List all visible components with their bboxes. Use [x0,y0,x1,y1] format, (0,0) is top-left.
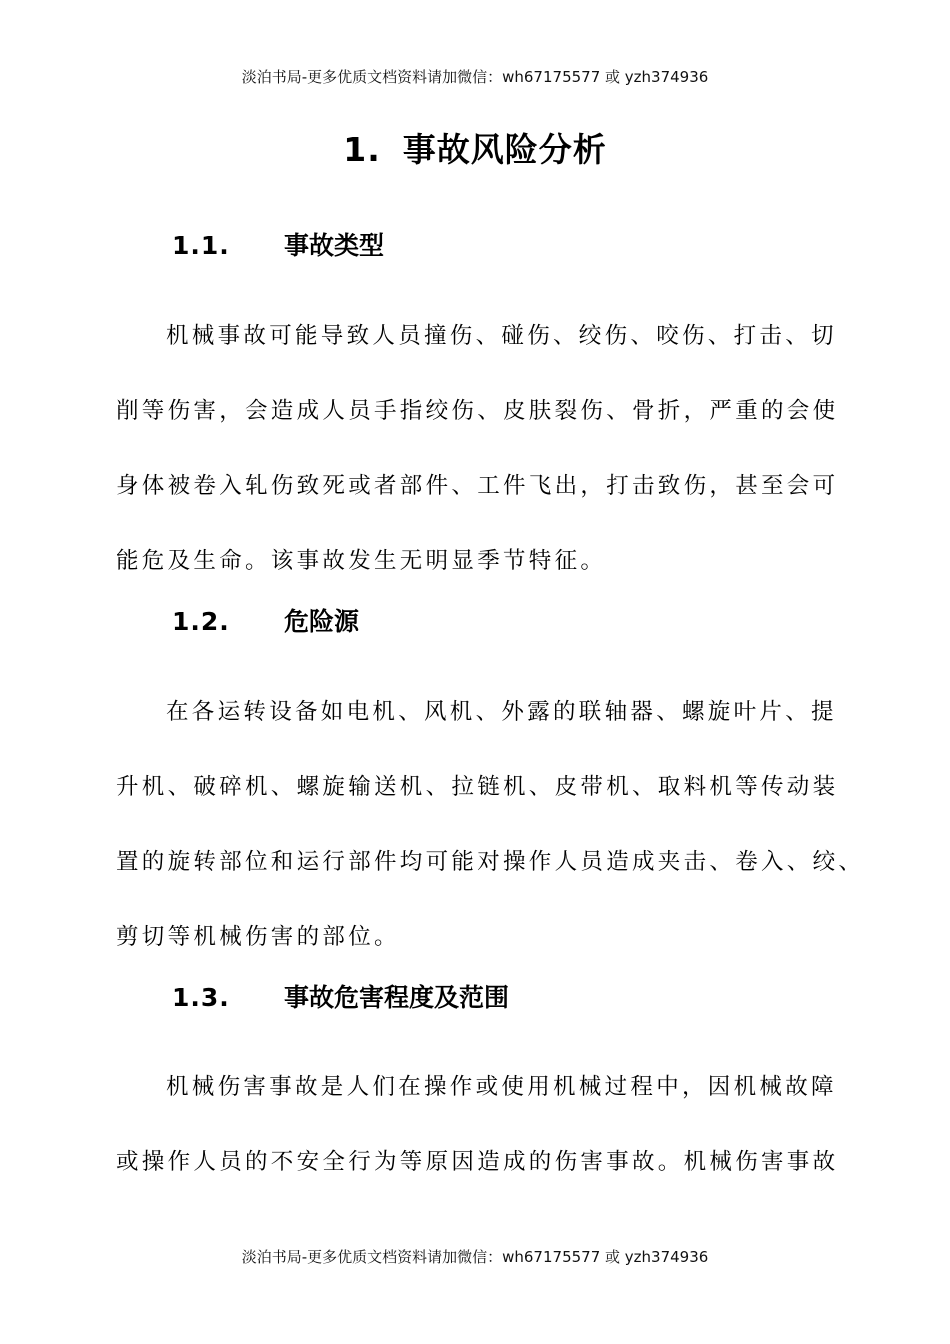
section-title: 危险源 [284,607,360,636]
section-number: 1.3. [172,983,230,1012]
section-number: 1.1. [172,231,230,260]
page-header: 淡泊书局-更多优质文档资料请加微信：wh67175577 或 yzh374936 [241,68,709,86]
paragraph-line: 机械伤害事故是人们在操作或使用机械过程中，因机械故障 [166,1074,837,1100]
section-title: 事故危害程度及范围 [284,983,510,1012]
section-number: 1.2. [172,607,230,636]
document-title [0,124,950,171]
paragraph-line: 或操作人员的不安全行为等原因造成的伤害事故。机械伤害事故 [116,1149,839,1175]
paragraph-line: 能危及生命。该事故发生无明显季节特征。 [116,548,607,574]
paragraph-line: 在各运转设备如电机、风机、外露的联轴器、螺旋叶片、提 [166,699,837,725]
paragraph-line: 剪切等机械伤害的部位。 [116,924,400,950]
page-footer: 淡泊书局-更多优质文档资料请加微信：wh67175577 或 yzh374936 [241,1248,709,1266]
title-text: 事故风险分析 [402,130,607,169]
paragraph-line: 升机、破碎机、螺旋输送机、拉链机、皮带机、取料机等传动装 [116,774,839,800]
paragraph-line: 削等伤害，会造成人员手指绞伤、皮肤裂伤、骨折，严重的会使 [116,398,839,424]
section-title: 事故类型 [284,231,385,260]
section-heading-1-2 [172,605,359,639]
paragraph-line: 机械事故可能导致人员撞伤、碰伤、绞伤、咬伤、打击、切 [166,323,837,349]
paragraph-line: 身体被卷入轧伤致死或者部件、工件飞出，打击致伤，甚至会可 [116,473,839,499]
section-heading-1-1 [172,229,384,263]
title-number: 1. [343,130,381,169]
section-heading-1-3 [172,981,509,1015]
paragraph-line: 置的旋转部位和运行部件均可能对操作人员造成夹击、卷入、绞、 [116,849,865,875]
